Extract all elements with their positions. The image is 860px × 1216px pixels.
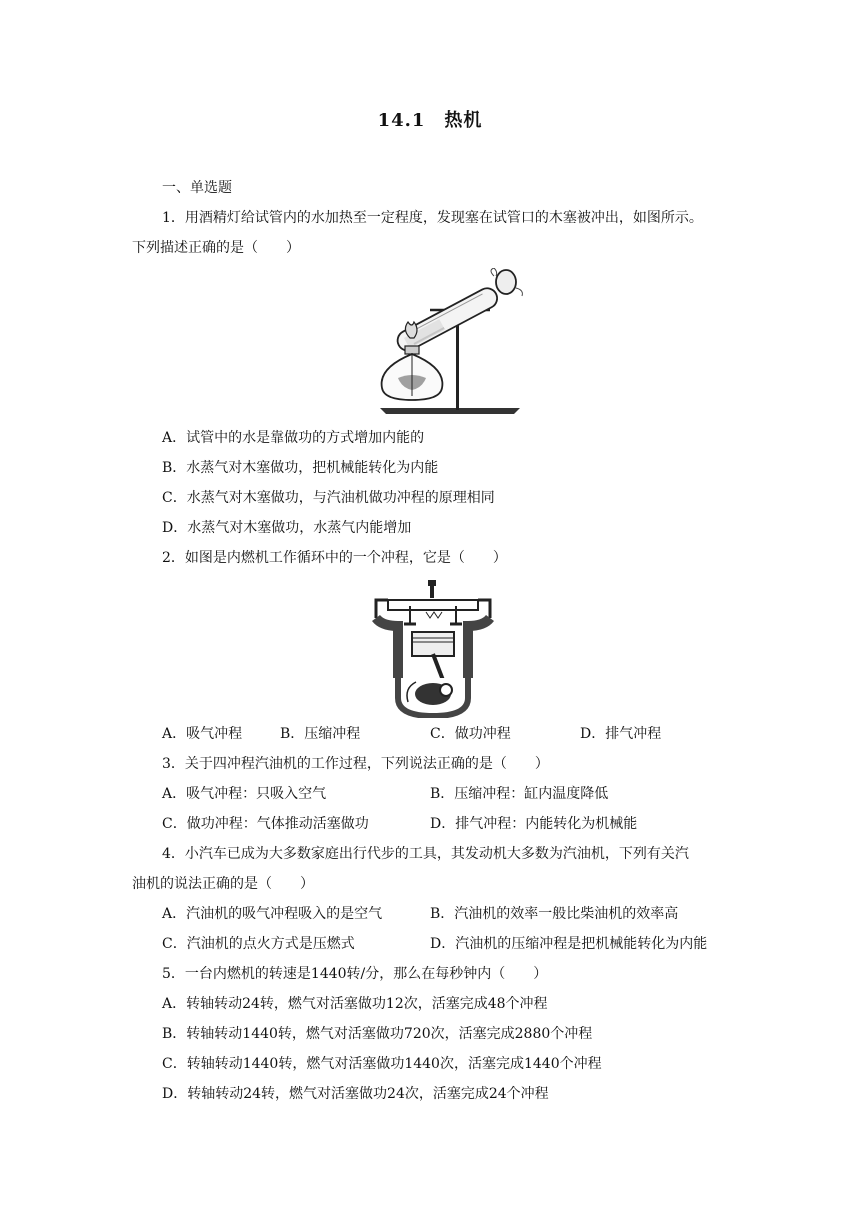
question-1-option-a: A．试管中的水是靠做功的方式增加内能的	[162, 430, 425, 446]
question-4-stem-line2: 油机的说法正确的是（ ）	[132, 876, 314, 892]
question-1-option-c: C．水蒸气对木塞做功，与汽油机做功冲程的原理相同	[162, 490, 495, 506]
question-4-option-d: D．汽油机的压缩冲程是把机械能转化为内能	[430, 936, 708, 952]
question-3-option-b: B．压缩冲程：缸内温度降低	[430, 786, 609, 802]
question-4-option-b: B．汽油机的效率一般比柴油机的效率高	[430, 906, 679, 922]
question-3-option-d: D．排气冲程：内能转化为机械能	[430, 816, 638, 832]
question-5-option-a: A．转轴转动24转，燃气对活塞做功12次，活塞完成48个冲程	[162, 996, 548, 1012]
question-5-option-b: B．转轴转动1440转，燃气对活塞做功720次，活塞完成2880个冲程	[162, 1026, 593, 1042]
question-2-option-a: A．吸气冲程	[162, 726, 243, 742]
question-3-option-c: C．做功冲程：气体推动活塞做功	[162, 816, 369, 832]
question-1-option-b: B．水蒸气对木塞做功，把机械能转化为内能	[162, 460, 439, 476]
engine-cylinder-icon	[368, 578, 498, 718]
question-5-stem-line1: 5．一台内燃机的转速是1440转/分，那么在每秒钟内（ ）	[162, 966, 548, 982]
question-1-option-d: D．水蒸气对木塞做功，水蒸气内能增加	[162, 520, 412, 536]
question-2-option-b: B．压缩冲程	[280, 726, 361, 742]
question-1-stem-line2: 下列描述正确的是（ ）	[132, 240, 300, 256]
question-5-option-c: C．转轴转动1440转，燃气对活塞做功1440次，活塞完成1440个冲程	[162, 1056, 602, 1072]
question-1-stem-line1: 1．用酒精灯给试管内的水加热至一定程度，发现塞在试管口的木塞被冲出，如图所示。	[162, 210, 703, 226]
question-3-option-a: A．吸气冲程：只吸入空气	[162, 786, 327, 802]
page-title: 14.1 热机	[377, 110, 483, 131]
question-4-option-a: A．汽油机的吸气冲程吸入的是空气	[162, 906, 383, 922]
section-heading: 一、单选题	[162, 180, 232, 196]
question-3-stem-line1: 3．关于四冲程汽油机的工作过程，下列说法正确的是（ ）	[162, 756, 549, 772]
question-5-option-d: D．转轴转动24转，燃气对活塞做功24次，活塞完成24个冲程	[162, 1086, 549, 1102]
question-2-option-d: D．排气冲程	[580, 726, 662, 742]
question-4-option-c: C．汽油机的点火方式是压燃式	[162, 936, 355, 952]
question-4-stem-line1: 4．小汽车已成为大多数家庭出行代步的工具，其发动机大多数为汽油机，下列有关汽	[162, 846, 689, 862]
question-2-stem-line1: 2．如图是内燃机工作循环中的一个冲程，它是（ ）	[162, 550, 507, 566]
question-2-option-c: C．做功冲程	[430, 726, 511, 742]
test-tube-heating-icon	[370, 268, 530, 420]
